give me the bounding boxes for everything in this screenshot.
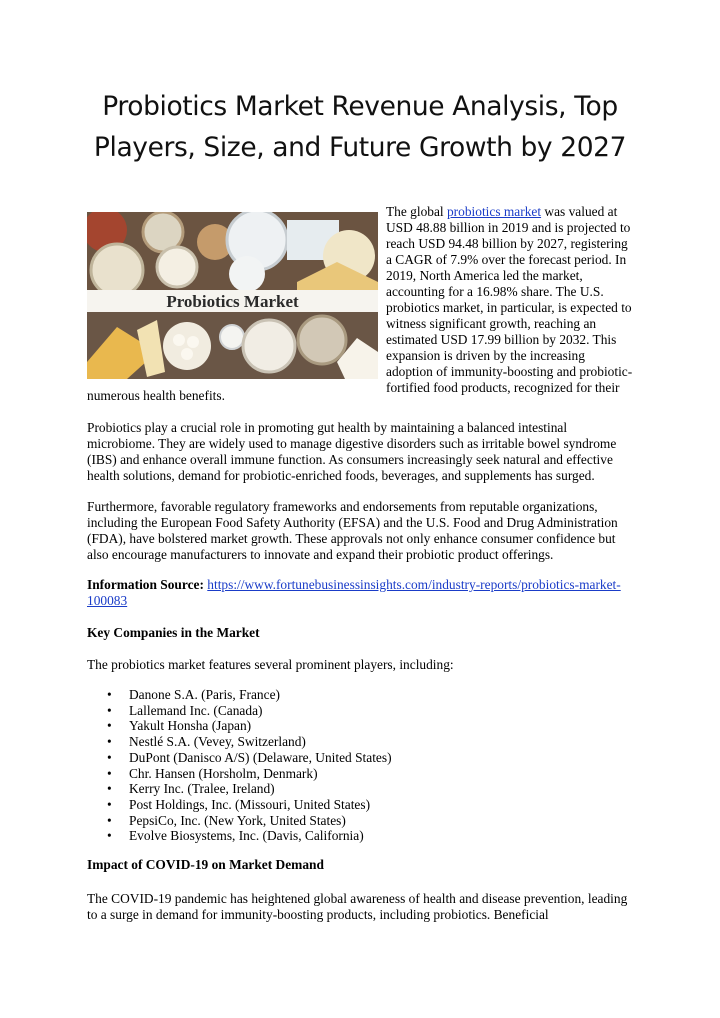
title-line-1: Probiotics Market Revenue Analysis, Top: [102, 91, 618, 122]
bullet-icon: •: [107, 687, 112, 702]
paragraph-line: The COVID-19 pandemic has heightened global awareness of health and disease prevention, leading: [87, 891, 628, 906]
intro-line: witness significant growth, reaching an: [386, 316, 597, 331]
paragraph-line: (FDA), have bolstered market growth. These approvals not only enhance consumer confidence but: [87, 531, 616, 546]
list-item: [87, 766, 392, 782]
gut-health-paragraph: [87, 420, 647, 484]
intro-line: reach USD 94.48 billion by 2027, registering: [386, 236, 628, 251]
bullet-icon: •: [107, 749, 112, 765]
paragraph-line: microbiome. They are widely used to manage digestive disorders such as irritable bowel syndrome: [87, 436, 617, 451]
bullet-icon: •: [107, 702, 112, 718]
intro-line: a CAGR of 7.9% over the forecast period. In: [386, 252, 627, 267]
intro-paragraph: [386, 204, 638, 396]
page-title: [0, 86, 720, 168]
company-name: Chr. Hansen (Horsholm, Denmark): [129, 765, 318, 781]
intro-line: 2019, North America led the market,: [386, 268, 583, 283]
company-name: Yakult Honsha (Japan): [129, 718, 252, 734]
list-item: [87, 687, 392, 703]
image-label: Probiotics Market: [166, 292, 299, 311]
company-name: DuPont (Danisco A/S) (Delaware, United States): [129, 749, 392, 765]
food-photo-illustration: [87, 212, 378, 379]
company-name: Nestlé S.A. (Vevey, Switzerland): [129, 734, 306, 750]
paragraph-line: also encourage manufacturers to innovate and expand their probiotic product offerings.: [87, 547, 554, 562]
paragraph-line: Probiotics play a crucial role in promoting gut health by maintaining a balanced intestinal: [87, 420, 568, 435]
list-item: [87, 781, 392, 797]
intro-line: USD 48.88 billion in 2019 and is projected to: [386, 220, 631, 235]
probiotics-market-link[interactable]: probiotics market: [446, 204, 542, 219]
intro-line: estimated USD 17.99 billion by 2032. This: [386, 332, 617, 347]
bullet-icon: •: [107, 812, 112, 828]
bullet-icon: •: [107, 734, 112, 750]
intro-line: [386, 204, 638, 220]
bullet-icon: •: [107, 765, 112, 781]
source-link-continued[interactable]: 100083: [87, 593, 128, 608]
list-item: [87, 750, 392, 766]
intro-tail: numerous health benefits.: [87, 388, 225, 403]
paragraph-line: (IBS) and enhance overall immune function. As consumers increasingly seek natural and effective: [87, 452, 613, 467]
company-name: Kerry Inc. (Tralee, Ireland): [129, 781, 275, 797]
intro-text-after-link: was valued at: [541, 204, 618, 219]
list-item: [87, 703, 392, 719]
source-label: Information Source:: [87, 577, 204, 592]
paragraph-line: Furthermore, favorable regulatory frameworks and endorsements from reputable organizations,: [87, 499, 598, 514]
companies-heading: Key Companies in the Market: [87, 625, 260, 640]
company-list: [87, 687, 392, 844]
covid-heading: Impact of COVID-19 on Market Demand: [87, 857, 324, 872]
company-name: Post Holdings, Inc. (Missouri, United States): [129, 796, 371, 812]
bullet-icon: •: [107, 718, 112, 734]
paragraph-line: health solutions, demand for probiotic-enriched foods, beverages, and supplements has surged.: [87, 468, 595, 483]
intro-line: accounting for a 16.98% share. The U.S.: [386, 284, 604, 299]
covid-paragraph: [87, 891, 647, 923]
company-name: Danone S.A. (Paris, France): [129, 687, 280, 702]
intro-text-start: The global: [386, 204, 447, 219]
source-link[interactable]: https://www.fortunebusinessinsights.com/industry-reports/probiotics-market-: [207, 577, 621, 592]
list-item: [87, 813, 392, 829]
list-item: [87, 797, 392, 813]
list-item: [87, 734, 392, 750]
bullet-icon: •: [107, 796, 112, 812]
paragraph-line: including the European Food Safety Authority (EFSA) and the U.S. Food and Drug Administration: [87, 515, 618, 530]
list-item: [87, 828, 392, 844]
bullet-icon: •: [107, 781, 112, 797]
intro-line: probiotics market, in particular, is expected to: [386, 300, 632, 315]
bullet-icon: •: [107, 828, 112, 844]
companies-intro: The probiotics market features several prominent players, including:: [87, 657, 454, 672]
list-item: [87, 718, 392, 734]
title-line-2: Players, Size, and Future Growth by 2027: [93, 132, 627, 163]
company-name: PepsiCo, Inc. (New York, United States): [129, 812, 346, 828]
information-source: [87, 577, 647, 609]
paragraph-line: to a surge in demand for immunity-boosting products, including probiotics. Beneficial: [87, 907, 549, 922]
intro-line: expansion is driven by the increasing: [386, 348, 585, 363]
probiotics-food-image: [87, 212, 378, 379]
intro-line: fortified food products, recognized for their: [386, 380, 620, 395]
company-name: Evolve Biosystems, Inc. (Davis, California): [129, 828, 364, 844]
regulatory-paragraph: [87, 499, 647, 563]
intro-line: adoption of immunity-boosting and probiotic-: [386, 364, 633, 379]
company-name: Lallemand Inc. (Canada): [129, 702, 263, 718]
